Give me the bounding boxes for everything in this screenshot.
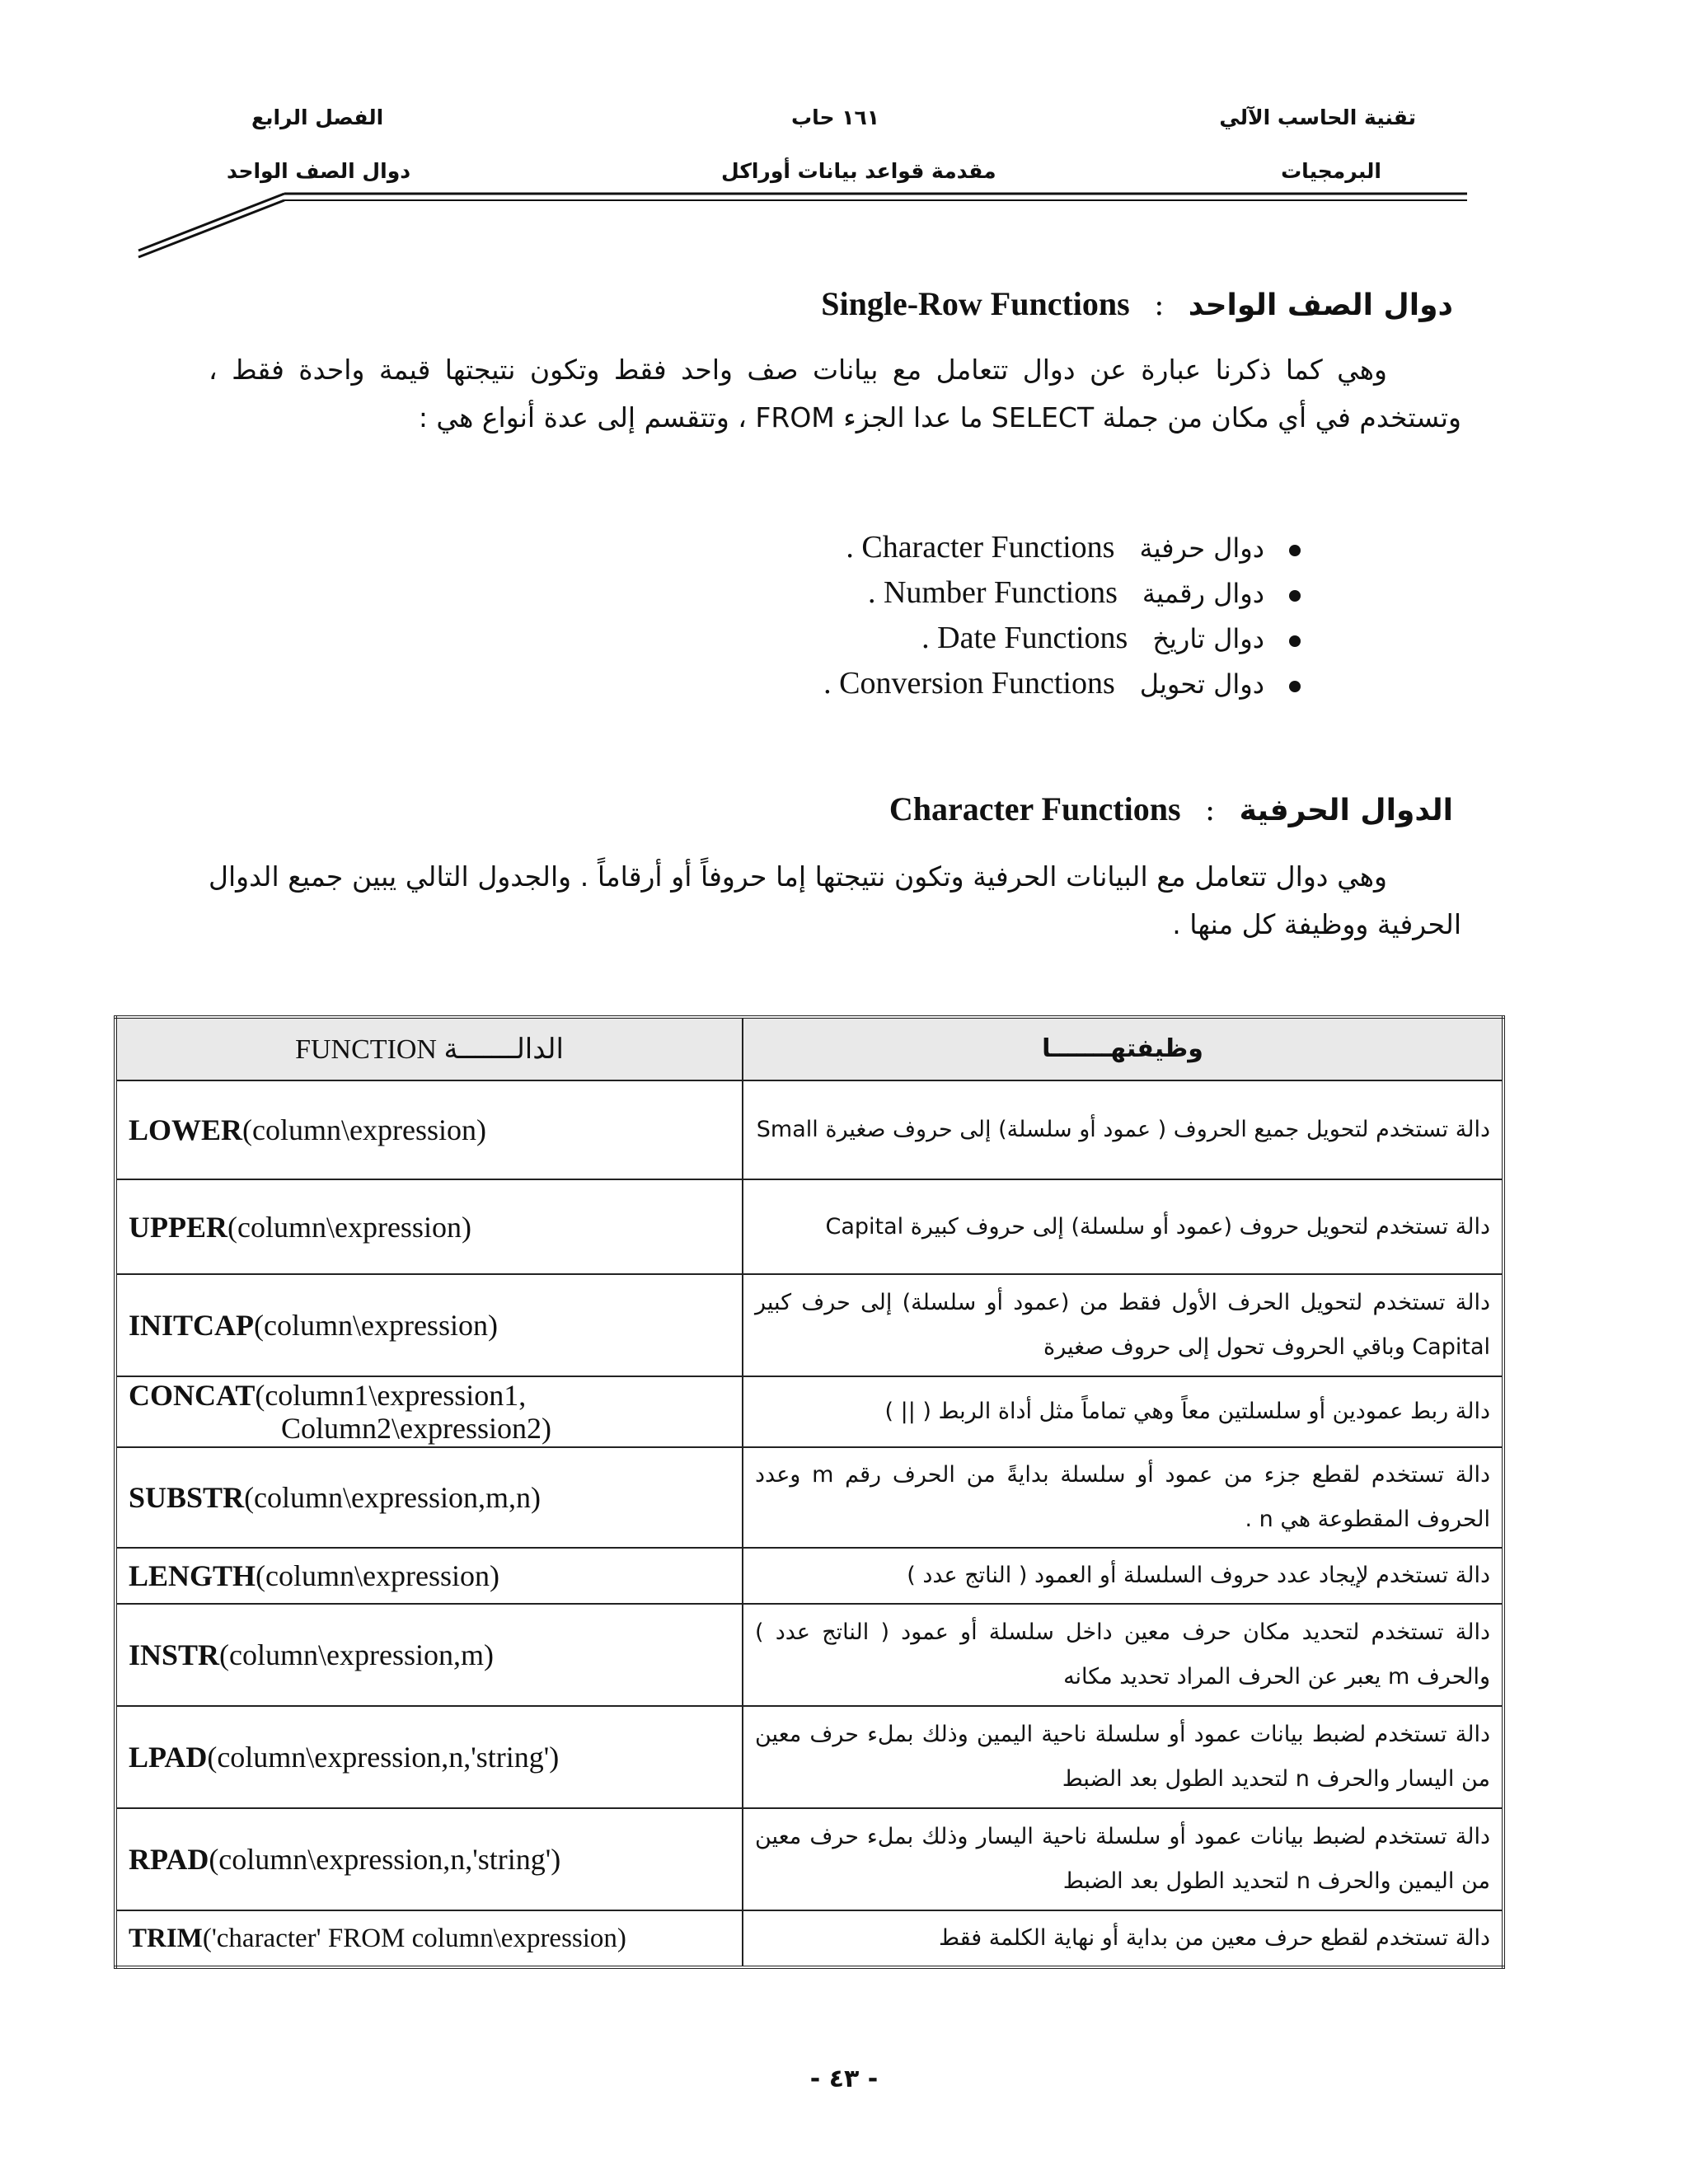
section-title-english: Single-Row Functions: [821, 285, 1130, 322]
table-row: [115, 1274, 1503, 1376]
function-cell: [115, 1604, 743, 1706]
function-name: UPPER: [129, 1210, 227, 1244]
function-name: CONCAT: [129, 1379, 256, 1412]
function-types-list: [823, 525, 1301, 706]
header-course-code: ١٦١ حاب: [791, 105, 880, 129]
header-chapter-title: دوال الصف الواحد: [227, 159, 411, 183]
function-name: INSTR: [129, 1638, 220, 1671]
table-row: [115, 1548, 1503, 1604]
list-item: [823, 616, 1301, 661]
header-rule: [0, 0, 1688, 272]
function-name: LPAD: [129, 1741, 208, 1774]
table-row: [115, 1179, 1503, 1274]
paragraph-text: وهي دوال تتعامل مع البيانات الحرفية وتكون نتيجتها إما حروفاً أو أرقاماً . والجدول التالي يبين جميع الدوال الحرفية ووظيفة كل منها .: [209, 860, 1461, 940]
function-cell: [115, 1447, 743, 1548]
bullet-arabic: دوال تاريخ: [1152, 623, 1264, 654]
bullet-english: Character Functions .: [846, 530, 1115, 565]
bullet-english: Number Functions .: [867, 575, 1118, 610]
function-cell: [115, 1179, 743, 1274]
function-args: (column\expression,n,'string'): [207, 1741, 560, 1774]
function-cell: [115, 1548, 743, 1604]
character-functions-table: [114, 1015, 1505, 1969]
paragraph-text: وهي كما ذكرنا عبارة عن دوال تتعامل مع بيانات صف واحد فقط وتكون نتيجتها قيمة واحدة فقط ، وتستخدم في أي مكان من جملة SELECT ما عدا الجزء FROM ، وتتقسم إلى عدة أنواع هي :: [209, 354, 1461, 434]
title-separator: :: [1204, 794, 1216, 827]
page-number: - ٤٣ -: [809, 2064, 879, 2093]
function-args: (column\expression,m,n): [244, 1481, 541, 1514]
description-cell: دالة تستخدم لإيجاد عدد حروف السلسلة أو العمود ( الناتج عدد ): [743, 1548, 1503, 1604]
header-book-title: مقدمة قواعد بيانات أوراكل: [721, 159, 996, 183]
header-course-title: تقنية الحاسب الآلي: [1219, 105, 1416, 129]
function-args: (column\expression): [227, 1210, 471, 1244]
description-cell: دالة ربط عمودين أو سلسلتين معاً وهي تماماً مثل أداة الربط ( || ): [743, 1376, 1503, 1447]
function-cell: [115, 1910, 743, 1967]
description-cell: دالة تستخدم لقطع حرف معين من بداية أو نهاية الكلمة فقط: [743, 1910, 1503, 1967]
function-cell: [115, 1274, 743, 1376]
section-paragraph-character: [209, 853, 1461, 949]
bullet-icon: [1289, 590, 1301, 602]
bullet-english: Date Functions .: [921, 621, 1128, 655]
list-item: [823, 525, 1301, 570]
function-cell: [115, 1808, 743, 1910]
function-args: (column\expression): [254, 1309, 498, 1342]
description-cell: دالة تستخدم لضبط بيانات عمود أو سلسلة ناحية اليسار وذلك بملء حرف معين من اليمين والحرف n لتحديد الطول بعد الضبط: [743, 1808, 1503, 1910]
table-row: [115, 1080, 1503, 1179]
function-name: INITCAP: [129, 1309, 255, 1342]
bullet-icon: [1289, 635, 1301, 647]
section-title-arabic: الدوال الحرفية: [1239, 794, 1453, 827]
description-cell: دالة تستخدم لتحويل جميع الحروف ( عمود أو سلسلة) إلى حروف صغيرة Small: [743, 1080, 1503, 1179]
bullet-arabic: دوال حرفية: [1139, 532, 1264, 564]
table-row: [115, 1447, 1503, 1548]
header-chapter: الفصل الرابع: [251, 105, 384, 129]
table-row: [115, 1910, 1503, 1967]
description-cell: دالة تستخدم لضبط بيانات عمود أو سلسلة ناحية اليمين وذلك بملء حرف معين من اليسار والحرف n لتحديد الطول بعد الضبط: [743, 1706, 1503, 1808]
function-args-continued: Column2\expression2): [281, 1412, 551, 1445]
bullet-english: Conversion Functions .: [823, 666, 1115, 701]
header-function: FUNCTION الدالـــــــة: [115, 1017, 743, 1080]
header-department: البرمجيات: [1281, 159, 1381, 183]
bullet-icon: [1289, 545, 1301, 556]
table-row: [115, 1706, 1503, 1808]
description-cell: دالة تستخدم لتحويل حروف (عمود أو سلسلة) إلى حروف كبيرة Capital: [743, 1179, 1503, 1274]
table-row: [115, 1604, 1503, 1706]
title-separator: :: [1154, 288, 1165, 322]
function-name: SUBSTR: [129, 1481, 245, 1514]
function-args: (column\expression): [242, 1113, 486, 1146]
table-row: [115, 1376, 1503, 1447]
section-title-character: [889, 790, 1453, 828]
section-title-single-row: [821, 284, 1453, 323]
function-args: (column\expression): [256, 1559, 499, 1592]
section-title-english: Character Functions: [889, 790, 1181, 827]
bullet-arabic: دوال رقمية: [1142, 578, 1264, 609]
bullet-arabic: دوال تحويل: [1139, 668, 1264, 700]
function-name: LENGTH: [129, 1559, 256, 1592]
function-args: (column\expression,n,'string'): [209, 1843, 561, 1876]
table-header-row: [115, 1017, 1503, 1080]
function-args: ('character' FROM column\expression): [202, 1923, 626, 1953]
description-cell: دالة تستخدم لقطع جزء من عمود أو سلسلة بدايةً من الحرف رقم m وعدد الحروف المقطوعة هي n .: [743, 1447, 1503, 1548]
description-cell: دالة تستخدم لتحديد مكان حرف معين داخل سلسلة أو عمود ( الناتج عدد ) والحرف m يعبر عن الحرف المراد تحديد مكانه: [743, 1604, 1503, 1706]
function-name: TRIM: [129, 1923, 203, 1953]
function-cell: [115, 1376, 743, 1447]
function-name: LOWER: [129, 1113, 243, 1146]
table-row: [115, 1808, 1503, 1910]
description-cell: دالة تستخدم لتحويل الحرف الأول فقط من (عمود أو سلسلة) إلى حرف كبير Capital وباقي الحروف تحول إلى حروف صغيرة: [743, 1274, 1503, 1376]
function-args: (column1\expression1,: [255, 1379, 527, 1412]
function-args: (column\expression,m): [219, 1638, 494, 1671]
header-description: وظيفتهـــــــا: [743, 1017, 1503, 1080]
bullet-icon: [1289, 681, 1301, 692]
section-paragraph-single-row: [209, 346, 1461, 442]
list-item: [823, 570, 1301, 616]
list-item: [823, 661, 1301, 706]
function-name: RPAD: [129, 1843, 209, 1876]
section-title-arabic: دوال الصف الواحد: [1188, 288, 1453, 322]
function-cell: [115, 1706, 743, 1808]
function-cell: [115, 1080, 743, 1179]
